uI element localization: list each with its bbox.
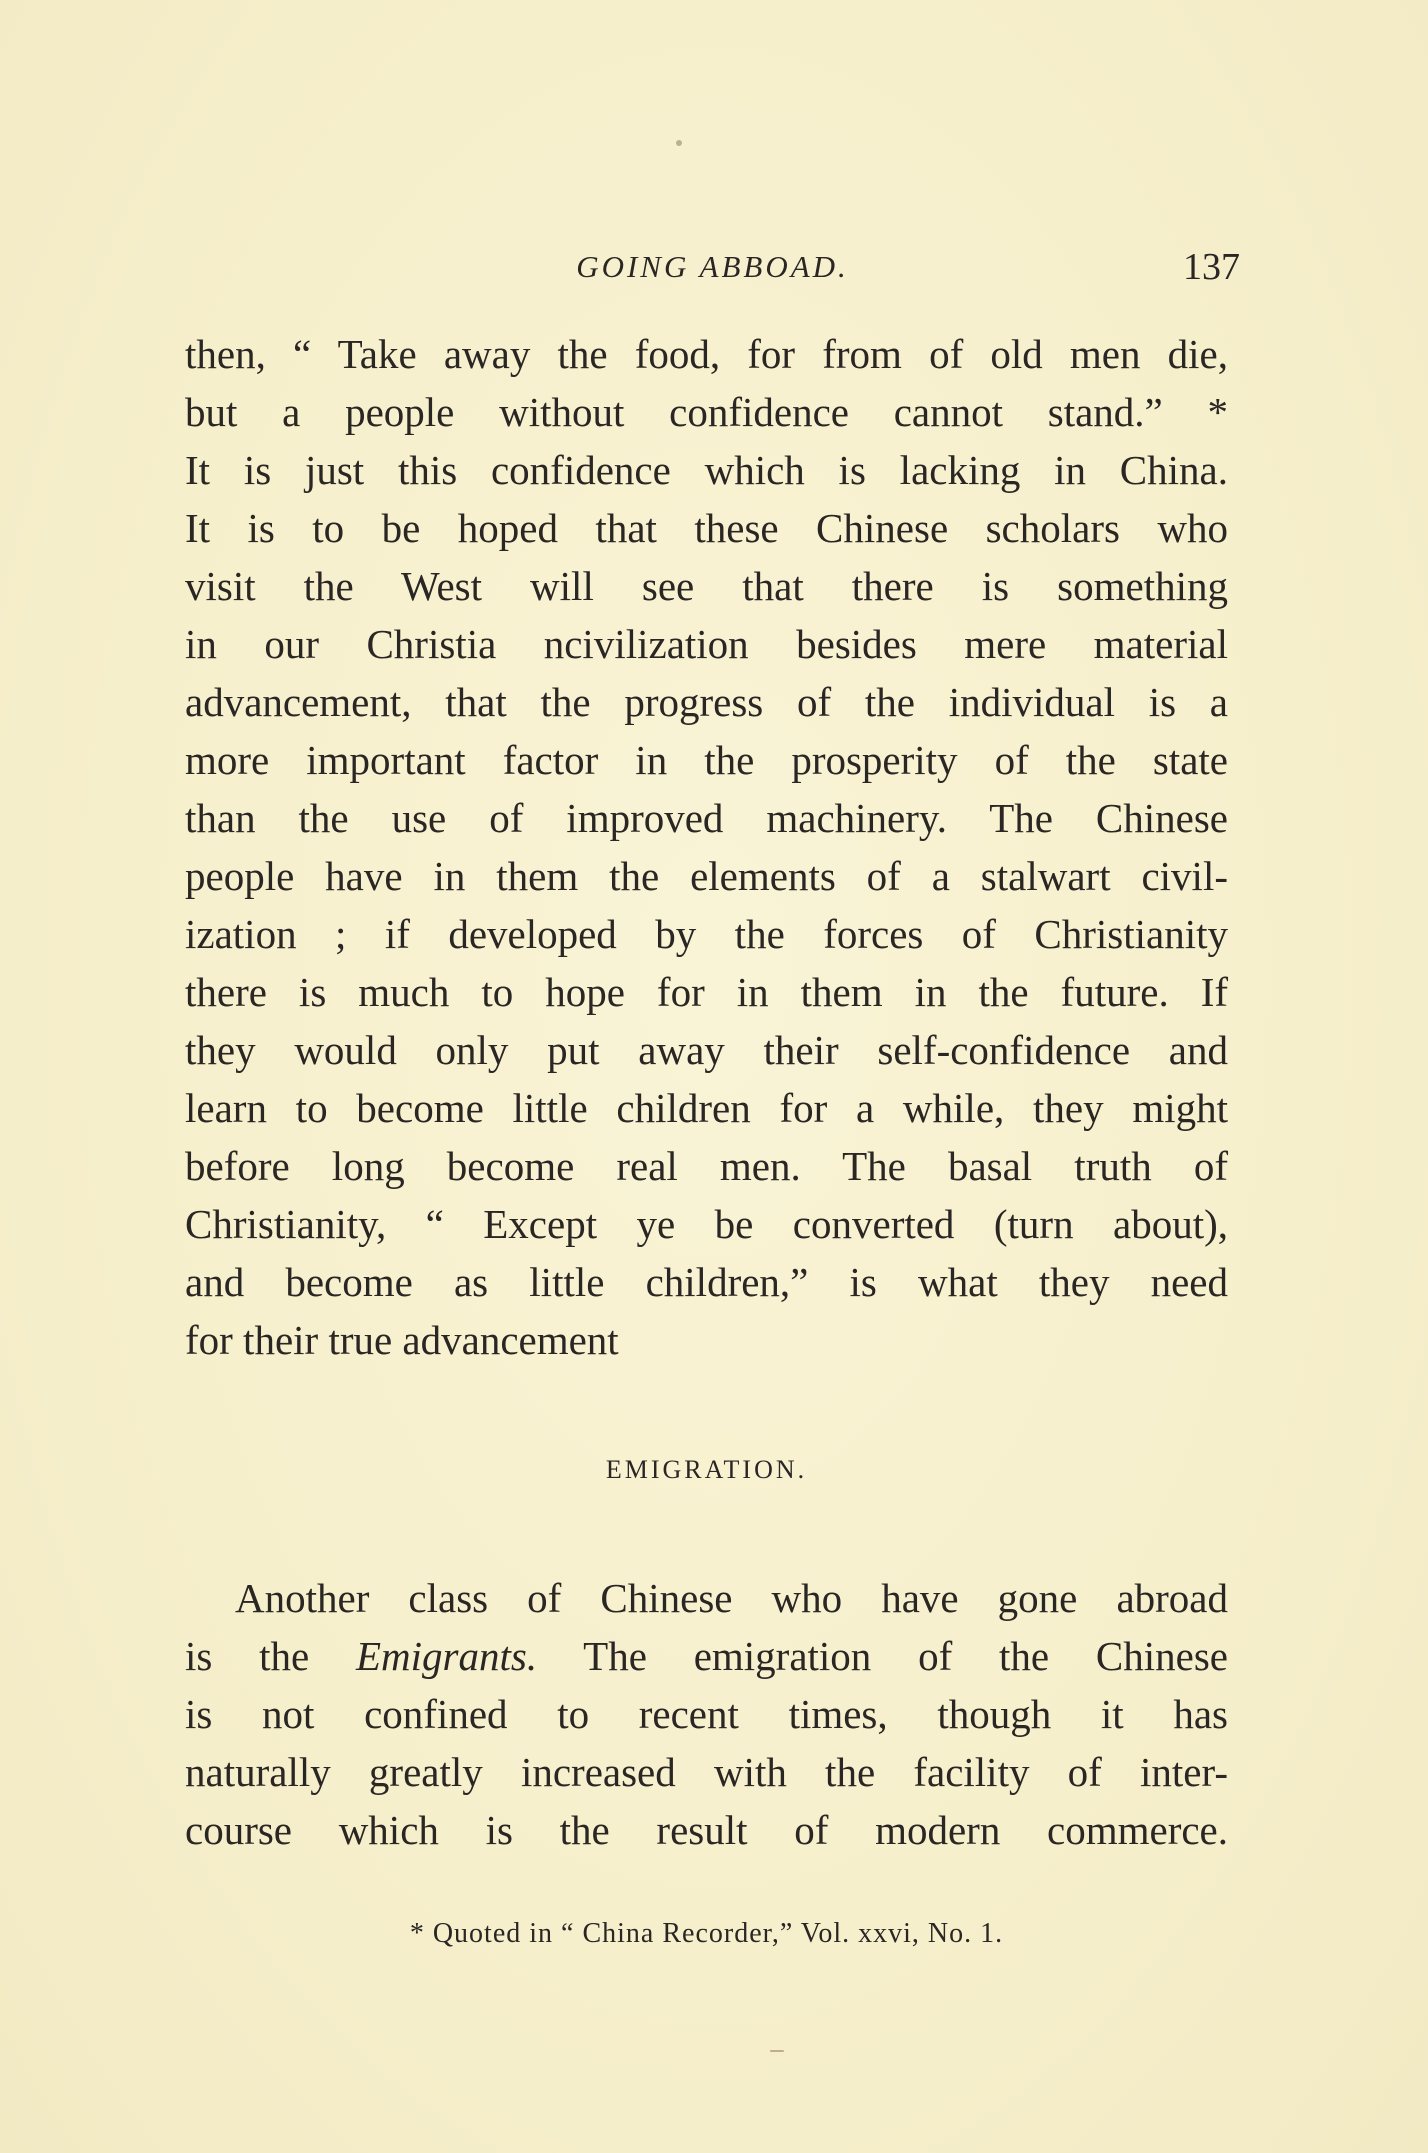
section-heading: EMIGRATION. <box>605 1455 808 1484</box>
paper-speck <box>770 2050 784 2052</box>
text-line: in our Christia ncivilization besides mere material <box>185 621 1228 667</box>
text-line <box>185 1632 1228 1680</box>
text-line: for their true advancement <box>185 1317 619 1363</box>
paper-speck <box>676 140 682 146</box>
text-line: then, “ Take away the food, for from of old men die, <box>185 331 1228 377</box>
text-line: ization ; if developed by the forces of Christianity <box>185 911 1228 957</box>
text-line: they would only put away their self-confidence and <box>185 1027 1228 1073</box>
text-span: is the <box>185 1633 357 1679</box>
text-line: than the use of improved machinery. The Chinese <box>185 795 1228 841</box>
text-line: but a people without confidence cannot stand.” * <box>185 389 1228 435</box>
text-line: advancement, that the progress of the individual is a <box>185 679 1228 725</box>
text-line: is not confined to recent times, though it has <box>185 1691 1228 1737</box>
text-line: learn to become little children for a while, they might <box>185 1085 1228 1131</box>
text-span: The emigration of the Chinese <box>537 1633 1228 1679</box>
text-line: Another class of Chinese who have gone abroad <box>235 1575 1228 1621</box>
text-line: and become as little children,” is what they need <box>185 1259 1228 1305</box>
text-line: It is just this confidence which is lacking in China. <box>185 447 1228 493</box>
text-line: Christianity, “ Except ye be converted (turn about), <box>185 1201 1228 1247</box>
text-line: before long become real men. The basal truth of <box>185 1143 1228 1189</box>
text-line: It is to be hoped that these Chinese scholars who <box>185 505 1228 551</box>
text-line: visit the West will see that there is something <box>185 563 1228 609</box>
footnote: * Quoted in “ China Recorder,” Vol. xxvi, No. 1. <box>409 1918 1004 1949</box>
page-number: 137 <box>1183 246 1240 288</box>
running-head: GOING ABBOAD. <box>576 249 849 284</box>
text-line: course which is the result of modern commerce. <box>185 1807 1228 1853</box>
page-header <box>185 245 1240 295</box>
text-line: naturally greatly increased with the facility of inter- <box>185 1749 1228 1795</box>
text-line: people have in them the elements of a stalwart civil- <box>185 853 1228 899</box>
text-line: more important factor in the prosperity of the state <box>185 737 1228 783</box>
emphasis-emigrants: Emigrants. <box>356 1633 538 1679</box>
text-line: there is much to hope for in them in the future. If <box>185 969 1228 1015</box>
